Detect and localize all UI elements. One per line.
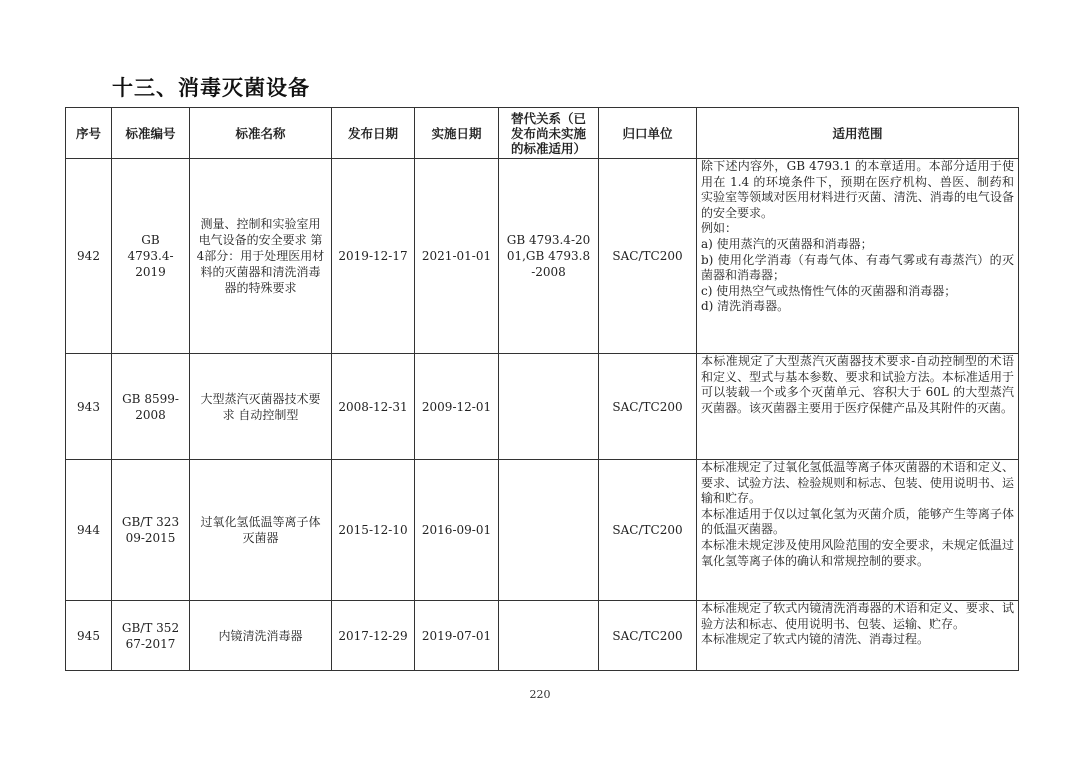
cell-code: GB/T 35267-2017 — [112, 601, 190, 671]
section-title: 十三、消毒灭菌设备 — [112, 76, 310, 100]
scope-line: 本标准未规定涉及使用风险范围的安全要求，未规定低温过氧化氢等离子体的确认和常规控制的要求。 — [701, 537, 1014, 568]
cell-publish-date: 2019-12-17 — [332, 159, 415, 354]
cell-unit: SAC/TC200 — [599, 601, 697, 671]
header-publish-date: 发布日期 — [332, 108, 415, 159]
cell-implement-date: 2016-09-01 — [415, 460, 499, 601]
header-name: 标准名称 — [190, 108, 332, 159]
cell-scope — [697, 460, 1019, 601]
table-row — [66, 354, 1019, 460]
cell-unit: SAC/TC200 — [599, 460, 697, 601]
scope-line: 本标准规定了大型蒸汽灭菌器技术要求-自动控制型的术语和定义、型式与基本参数、要求和试验方法。本标准适用于可以装载一个或多个灭菌单元、容积大于 60L 的大型蒸汽灭菌器。该灭菌器主要用于医疗保健产品及其附件的灭菌。 — [701, 354, 1014, 415]
header-scope: 适用范围 — [697, 108, 1019, 159]
cell-code: GB 4793.4-2019 — [112, 159, 190, 354]
cell-scope — [697, 354, 1019, 460]
header-implement-date: 实施日期 — [415, 108, 499, 159]
cell-unit: SAC/TC200 — [599, 159, 697, 354]
cell-implement-date: 2021-01-01 — [415, 159, 499, 354]
header-code: 标准编号 — [112, 108, 190, 159]
scope-line: 例如： — [701, 221, 738, 236]
table-row — [66, 460, 1019, 601]
table-header-row — [66, 108, 1019, 159]
header-seq: 序号 — [66, 108, 112, 159]
cell-name: 大型蒸汽灭菌器技术要求 自动控制型 — [190, 354, 332, 460]
scope-line: 本标准规定了软式内镜的清洗、消毒过程。 — [701, 632, 930, 647]
header-replace: 替代关系（已发布尚未实施的标准适用） — [499, 108, 599, 159]
cell-implement-date: 2009-12-01 — [415, 354, 499, 460]
scope-line: d) 清洗消毒器。 — [701, 299, 790, 314]
scope-line: 本标准规定了软式内镜清洗消毒器的术语和定义、要求、试验方法和标志、使用说明书、包装、运输、贮存。 — [701, 601, 1014, 631]
scope-line: a) 使用蒸汽的灭菌器和消毒器； — [701, 236, 873, 251]
cell-unit: SAC/TC200 — [599, 354, 697, 460]
cell-seq: 942 — [66, 159, 112, 354]
cell-scope — [697, 601, 1019, 671]
cell-replace — [499, 601, 599, 671]
cell-name: 内镜清洗消毒器 — [190, 601, 332, 671]
cell-publish-date: 2008-12-31 — [332, 354, 415, 460]
cell-seq: 944 — [66, 460, 112, 601]
cell-replace — [499, 354, 599, 460]
cell-replace — [499, 460, 599, 601]
cell-seq: 945 — [66, 601, 112, 671]
page-number: 220 — [529, 688, 551, 701]
cell-code: GB/T 32309-2015 — [112, 460, 190, 601]
cell-implement-date: 2019-07-01 — [415, 601, 499, 671]
cell-name: 过氧化氢低温等离子体灭菌器 — [190, 460, 332, 601]
cell-code: GB 8599-2008 — [112, 354, 190, 460]
scope-line: 本标准适用于仅以过氧化氢为灭菌介质，能够产生等离子体的低温灭菌器。 — [701, 506, 1014, 537]
scope-line: 除下述内容外，GB 4793.1 的本章适用。本部分适用于使用在 1.4 的环境条件下，预期在医疗机构、兽医、制药和实验室等领域对医用材料进行灭菌、清洗、消毒的电气设备的安全要求。 — [701, 159, 1014, 220]
table-row — [66, 601, 1019, 671]
scope-line: 本标准规定了过氧化氢低温等离子体灭菌器的术语和定义、要求、试验方法、检验规则和标志、包装、使用说明书、运输和贮存。 — [701, 460, 1014, 506]
header-unit: 归口单位 — [599, 108, 697, 159]
scope-line: b) 使用化学消毒（有毒气体、有毒气雾或有毒蒸汽）的灭菌器和消毒器； — [701, 252, 1014, 283]
standards-table — [65, 107, 1019, 671]
cell-publish-date: 2017-12-29 — [332, 601, 415, 671]
cell-name: 测量、控制和实验室用电气设备的安全要求 第4部分：用于处理医用材料的灭菌器和清洗消毒器的特殊要求 — [190, 159, 332, 354]
cell-seq: 943 — [66, 354, 112, 460]
cell-replace: GB 4793.4-2001,GB 4793.8-2008 — [499, 159, 599, 354]
cell-publish-date: 2015-12-10 — [332, 460, 415, 601]
table-row — [66, 159, 1019, 354]
cell-scope — [697, 159, 1019, 354]
scope-line: c) 使用热空气或热惰性气体的灭菌器和消毒器； — [701, 283, 957, 298]
